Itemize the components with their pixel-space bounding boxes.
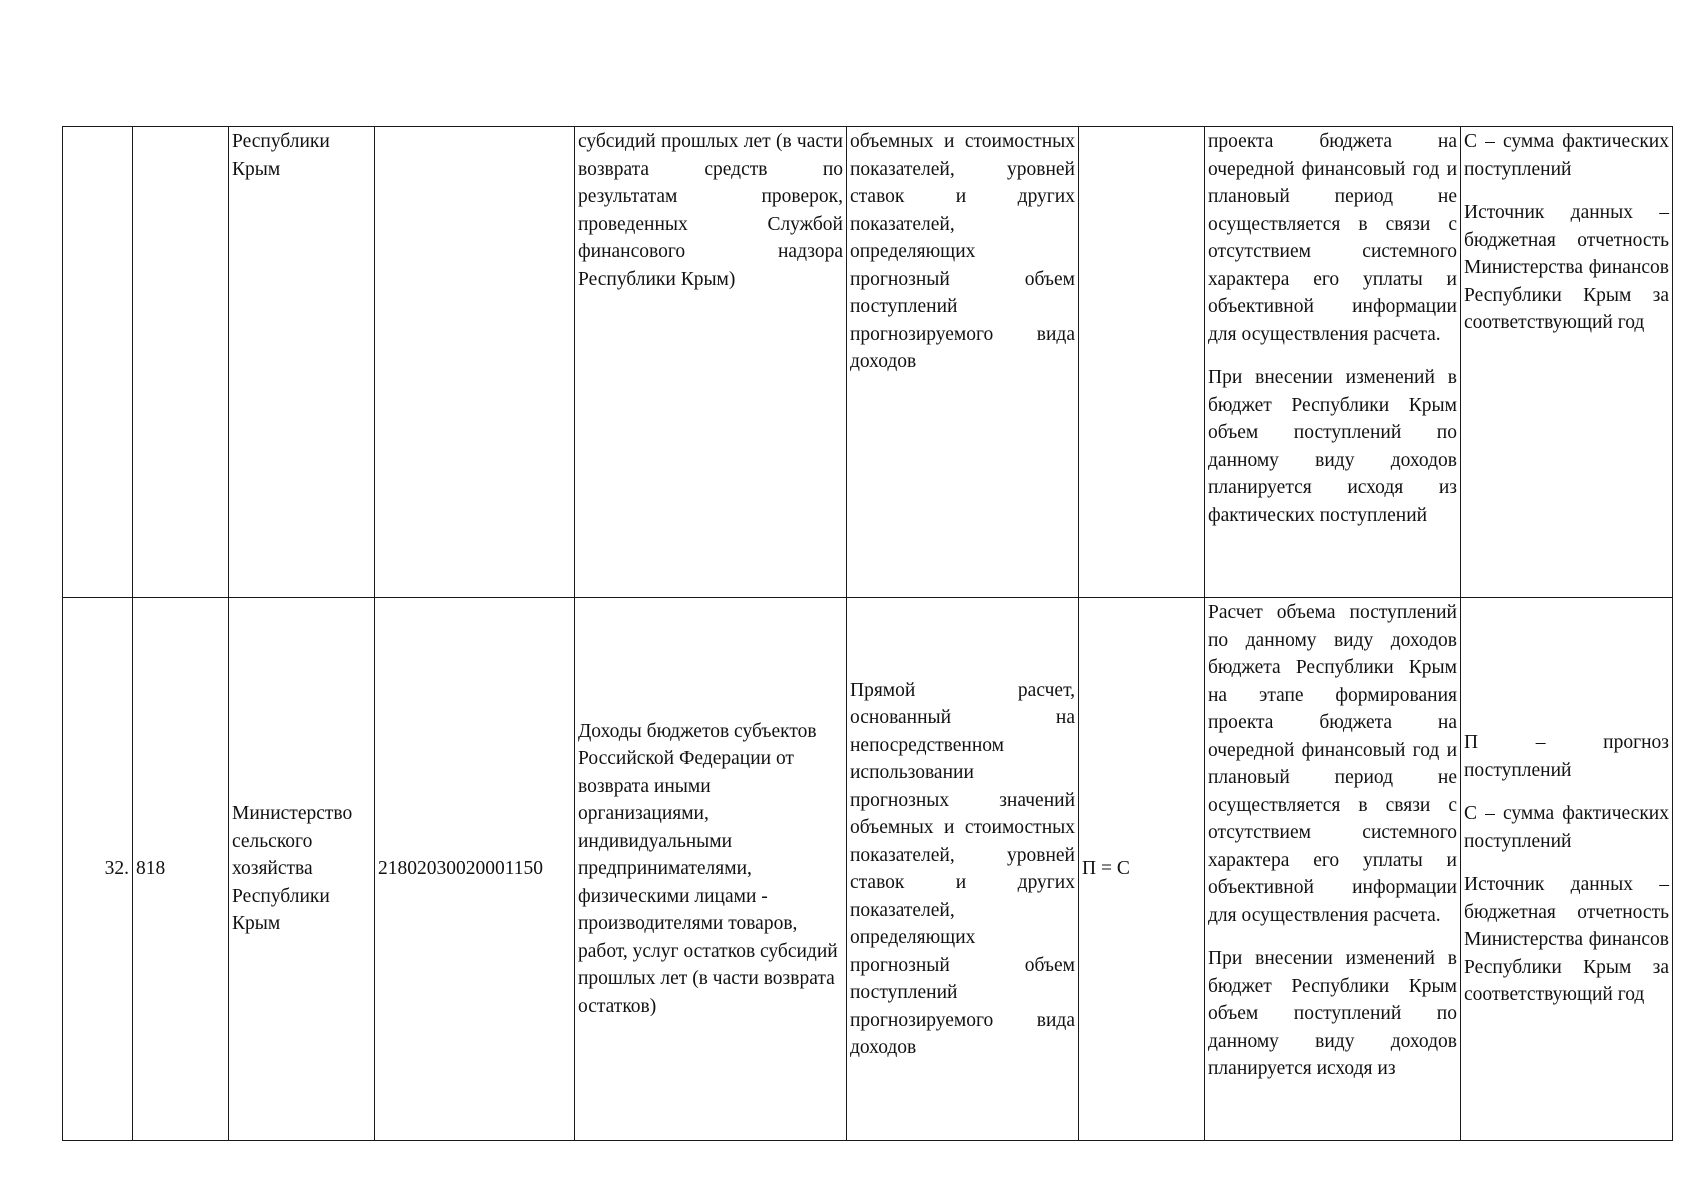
algorithm-paragraph: При внесении изменений в бюджет Республики Крым объем поступлений по данному виду доходов планируется исходя из bbox=[1208, 948, 1457, 1079]
indicator-paragraph: Источник данных – бюджетная отчетность Министерства финансов Республики Крым за соответствующий год bbox=[1464, 874, 1669, 1006]
cell-index: 32. bbox=[63, 598, 133, 1141]
cell-formula bbox=[1079, 127, 1205, 598]
cell-indicators bbox=[1461, 598, 1673, 1141]
cell-index bbox=[63, 127, 133, 598]
administrator-text: Республики Крым bbox=[232, 131, 330, 180]
indicator-paragraph: П – прогноз поступлений bbox=[1464, 732, 1669, 781]
algorithm-paragraph: При внесении изменений в бюджет Республики Крым объем поступлений по данному виду доходов планируется исходя из фактических поступлений bbox=[1208, 367, 1457, 526]
algorithm-paragraph: проекта бюджета на очередной финансовый год и плановый период не осуществляется в связи с отсутствием системного характера его уплаты и объективной информации для осуществления расчета. bbox=[1208, 131, 1457, 345]
cell-algorithm bbox=[1205, 598, 1461, 1141]
cell-method: объемных и стоимостных показателей, уровней ставок и других показателей, определяющих прогнозный объем поступлений прогнозируемого вида доходов bbox=[847, 127, 1079, 598]
cell-kbk: 21802030020001150 bbox=[375, 598, 575, 1141]
cell-method: Прямой расчет, основанный на непосредственном использовании прогнозных значений объемных и стоимостных показателей, уровней ставок и других показателей, определяющих прогнозный объем поступлений прогнозируемого вида доходов bbox=[847, 598, 1079, 1141]
algorithm-paragraph: Расчет объема поступлений по данному виду доходов бюджета Республики Крым на этапе формирования проекта бюджета на очередной финансовый год и плановый период не осуществляется в связи с отсутствием системного характера его уплаты и объективной информации для осуществления расчета. bbox=[1208, 602, 1457, 926]
cell-administrator: Министерство сельского хозяйства Республики Крым bbox=[229, 598, 375, 1141]
cell-administrator bbox=[229, 127, 375, 598]
cell-code: 818 bbox=[133, 598, 229, 1141]
cell-revenue-name: субсидий прошлых лет (в части возврата средств по результатам проверок, проведенных Службой финансового надзора Республики Крым) bbox=[575, 127, 847, 598]
indicator-paragraph: С – сумма фактических поступлений bbox=[1464, 803, 1669, 852]
cell-indicators bbox=[1461, 127, 1673, 598]
algorithm-clip bbox=[1208, 599, 1457, 1139]
cell-formula: П = С bbox=[1079, 598, 1205, 1141]
revenue-forecast-table bbox=[62, 126, 1673, 1141]
indicator-paragraph: С – сумма фактических поступлений bbox=[1464, 131, 1669, 180]
cell-code bbox=[133, 127, 229, 598]
table-row bbox=[63, 598, 1673, 1141]
table-row bbox=[63, 127, 1673, 598]
cell-revenue-name: Доходы бюджетов субъектов Российской Федерации от возврата иными организациями, индивидуальными предпринимателями, физическими лицами - производителями товаров, работ, услуг остатков субсидий прошлых лет (в части возврата остатков) bbox=[575, 598, 847, 1141]
cell-algorithm bbox=[1205, 127, 1461, 598]
indicator-paragraph: Источник данных – бюджетная отчетность Министерства финансов Республики Крым за соответствующий год bbox=[1464, 202, 1669, 333]
cell-kbk bbox=[375, 127, 575, 598]
